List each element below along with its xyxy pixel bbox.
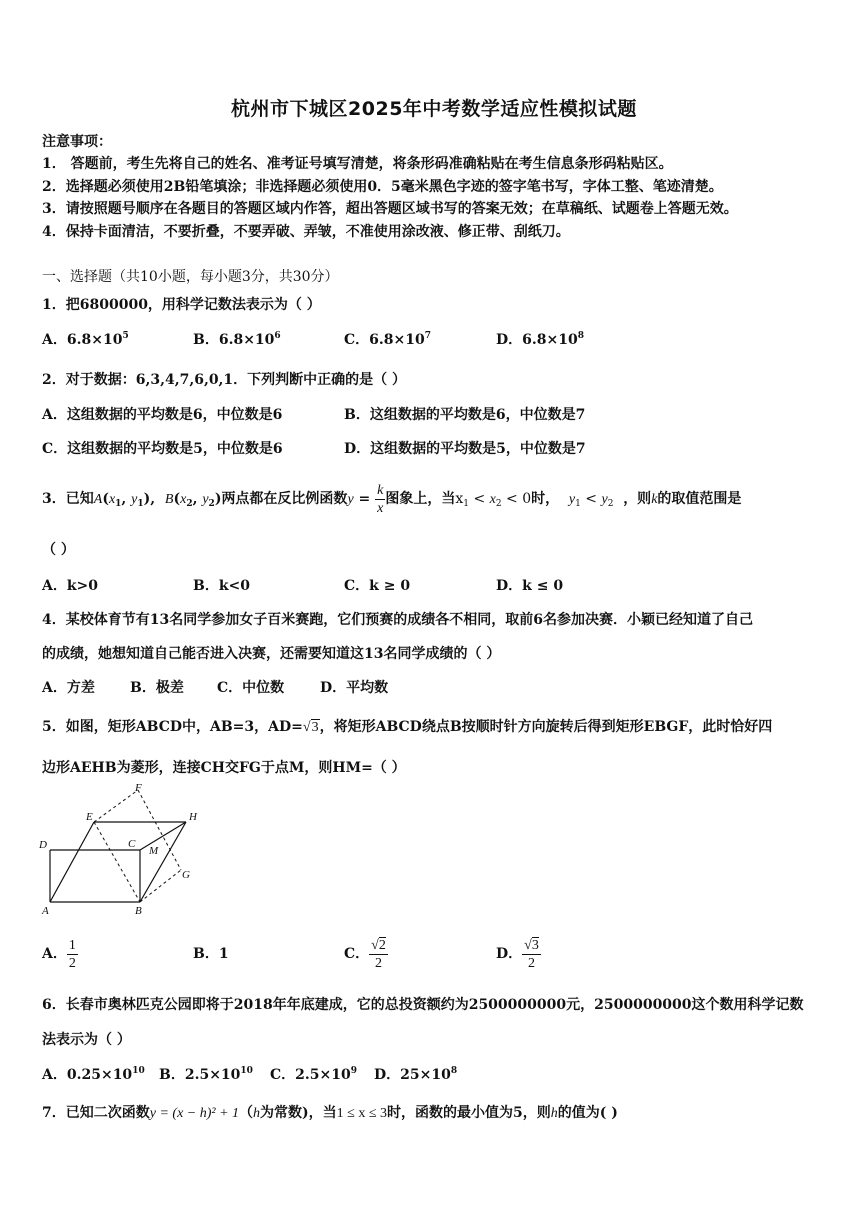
question-stem: 2．对于数据：6,3,4,7,6,0,1．下列判断中正确的是（ ） (42, 372, 407, 388)
segment-bg (140, 870, 181, 902)
option-c: C．k ≥ 0 (344, 578, 411, 594)
segment-eb (94, 822, 140, 902)
option-b: B．1 (193, 946, 229, 962)
segment-hb (140, 822, 186, 902)
geometry-figure (36, 780, 206, 920)
label-e: E (86, 811, 93, 823)
option-b: B．k<0 (193, 578, 251, 594)
label-b: B (135, 905, 142, 917)
option-d: D．这组数据的平均数是5，中位数是7 (344, 441, 586, 457)
option-a: A．$6.8\times 10^5$ (42, 331, 129, 348)
option-c: C．中位数 (217, 680, 285, 696)
notice-item: 1． 答题前，考生先将自己的姓名、准考证号填写清楚，将条形码准确粘贴在考生信息条形码粘贴区。 (42, 156, 673, 172)
option-b: B．$6.8\times 10^6$ (193, 331, 281, 348)
option-c: C．这组数据的平均数是5，中位数是6 (42, 441, 283, 457)
option-a: A．k>0 (42, 578, 99, 594)
option-d: D． $\frac{√3}{2}$ (496, 937, 539, 971)
answer-paren: （ ） (42, 542, 75, 558)
question-stem: 7．已知二次函数y = (x − h)² + 1（h为常数)，当1 ≤ x ≤ 3时，函数的最小值为5，则h的值为( ) (42, 1105, 618, 1121)
question-stem: 1．把6800000，用科学记数法表示为（ ） (42, 297, 321, 313)
notice-item: 4．保持卡面清洁，不要折叠，不要弄破、弄皱，不准使用涂改液、修正带、刮纸刀。 (42, 224, 570, 240)
page-title: 杭州市下城区2025年中考数学适应性模拟试题 (231, 98, 637, 120)
segment-ae (50, 822, 94, 902)
option-a: A．方差 (42, 680, 95, 696)
question-stem: 边形AEHB为菱形，连接CH交FG于点M，则HM=（ ） (42, 760, 406, 776)
option-d: D．平均数 (320, 680, 389, 696)
label-g: G (182, 869, 190, 881)
option-b: B．这组数据的平均数是6，中位数是7 (344, 407, 586, 423)
segment-fg (138, 790, 181, 870)
notice-item: 2．选择题必须使用2B铅笔填涂；非选择题必须使用0．5毫米黑色字迹的签字笔书写，字体工整、笔迹清楚。 (42, 179, 723, 195)
option-d: D．k ≤ 0 (496, 578, 564, 594)
label-a: A (42, 905, 49, 917)
question-stem: 6．长春市奥林匹克公园即将于2018年年底建成，它的总投资额约为2500000000元，2500000000这个数用科学记数 (42, 997, 804, 1013)
x-range: 1 ≤ x ≤ 3 (336, 1106, 388, 1121)
label-m: M (149, 845, 159, 857)
label-d: D (39, 839, 47, 851)
question-stem: 5．如图，矩形ABCD中，AB=3，AD=√3，将矩形ABCD绕点B按顺时针方向旋转后得到矩形EBGF，此时恰好四 (42, 719, 773, 735)
question-stem: 法表示为（ ） (42, 1032, 131, 1048)
segment-ef (94, 790, 138, 822)
option-c: C．$2.5\times 10^9$ (270, 1066, 357, 1083)
fraction-k-over-x: $\frac{k}{x}$ (377, 482, 384, 516)
option-d: D．$25\times 10^8$ (374, 1066, 458, 1083)
question-stem: 的成绩，她想知道自己能否进入决赛，还需要知道这13名同学成绩的（ ） (42, 646, 501, 662)
option-a: A． $\frac{1}{2}$ (42, 937, 76, 971)
question-stem: 4．某校体育节有13名同学参加女子百米赛跑，它们预赛的成绩各不相同，取前6名参加决赛．小颖已经知道了自己 (42, 612, 753, 628)
label-h: H (189, 811, 197, 823)
option-c: C． $\frac{√2}{2}$ (344, 937, 386, 971)
label-c: C (128, 838, 136, 850)
question-stem: 3．已知$A(x_1$, $y_1$), $B(x_2$, $y_2$)两点都在反比例函数y = $\frac{k}{x}$ 图象上，当$x_1 < x_2 < 0$时， $y_1 < y_2$ ，则k的取值范围是 (42, 482, 742, 516)
notice-heading: 注意事项： (42, 134, 112, 150)
quadratic-function: y = (x − h)² + 1 (149, 1106, 240, 1121)
option-a: A．这组数据的平均数是6，中位数是6 (42, 407, 283, 423)
option-a: A．$0.25\times 10^{10}$ (42, 1066, 145, 1083)
sqrt-3: √3 (302, 720, 319, 735)
notice-item: 3．请按照题号顺序在各题目的答题区域内作答，超出答题区域书写的答案无效；在草稿纸、试题卷上答题无效。 (42, 201, 738, 217)
option-b: B．$2.5\times 10^{10}$ (159, 1066, 253, 1083)
option-c: C．$6.8\times 10^7$ (344, 331, 431, 348)
option-d: D．$6.8\times 10^8$ (496, 331, 584, 348)
section-heading: 一、选择题（共10小题，每小题3分，共30分） (42, 269, 339, 285)
option-b: B．极差 (130, 680, 184, 696)
segment-ch (140, 822, 186, 850)
label-f: F (135, 782, 142, 794)
